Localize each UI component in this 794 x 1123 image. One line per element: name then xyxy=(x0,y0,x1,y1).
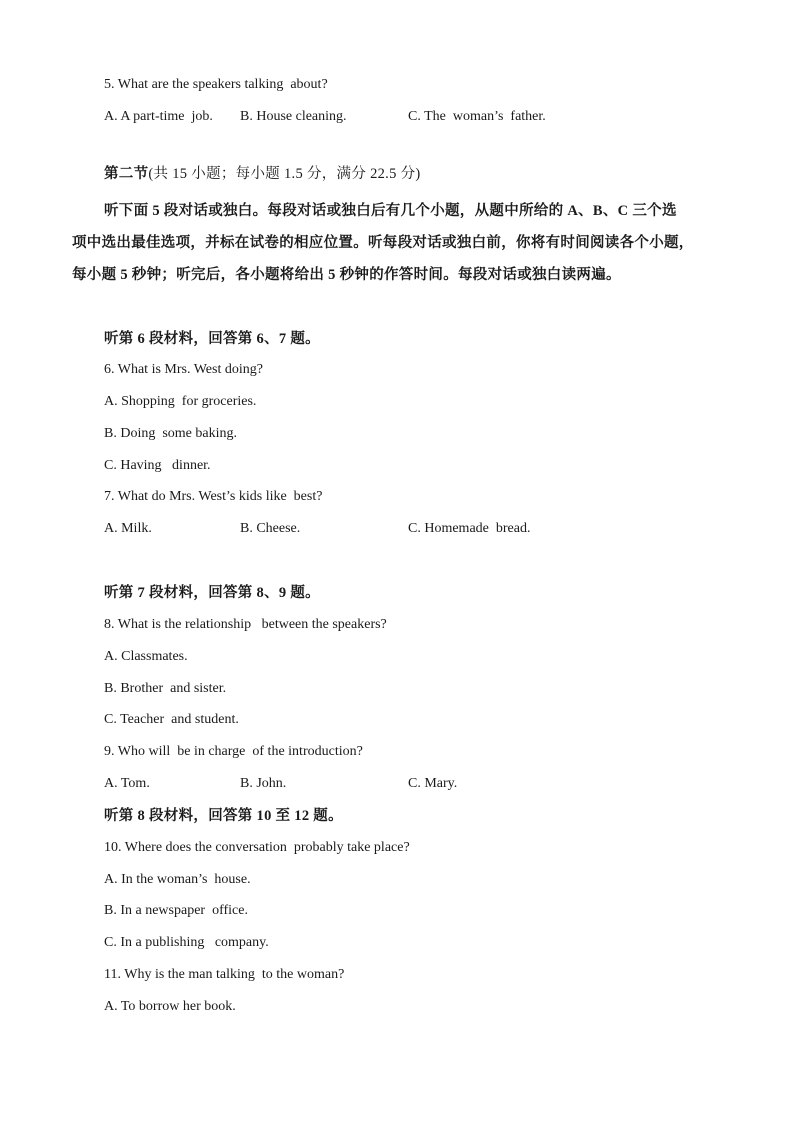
question-9-option-c: C. Mary. xyxy=(408,776,458,791)
question-7-option-b: B. Cheese. xyxy=(240,521,301,536)
question-6-option-c: C. Having dinner. xyxy=(104,458,211,473)
section-2-title-prefix: 第二节 xyxy=(104,166,149,182)
question-10-stem: 10. Where does the conversation probably take place? xyxy=(104,840,410,855)
group-8-heading: 听第 8 段材料，回答第 10 至 12 题。 xyxy=(104,808,343,824)
question-5-option-a: A. A part-time job. xyxy=(104,109,213,124)
question-8-option-b: B. Brother and sister. xyxy=(104,681,227,696)
question-7-stem: 7. What do Mrs. West’s kids like best? xyxy=(104,489,323,504)
question-8-option-c: C. Teacher and student. xyxy=(104,712,239,727)
section-2-title-rest: (共 15 小题；每小题 1.5 分，满分 22.5 分) xyxy=(148,166,421,182)
question-6-option-a: A. Shopping for groceries. xyxy=(104,394,257,409)
section-2-instruction-line-1: 听下面 5 段对话或独白。每段对话或独白后有几个小题，从题中所给的 A、B、C 三个选 xyxy=(104,203,677,219)
question-5-stem: 5. What are the speakers talking about? xyxy=(104,77,328,92)
question-10-option-a: A. In the woman’s house. xyxy=(104,872,251,887)
question-6-option-b: B. Doing some baking. xyxy=(104,426,237,441)
question-5-option-b: B. House cleaning. xyxy=(240,109,347,124)
section-2-instruction-line-3: 每小题 5 秒钟；听完后，各小题将给出 5 秒钟的作答时间。每段对话或独白读两遍。 xyxy=(72,267,621,283)
question-8-stem: 8. What is the relationship between the speakers? xyxy=(104,617,387,632)
section-2-title xyxy=(104,164,421,184)
question-10-option-b: B. In a newspaper office. xyxy=(104,903,248,918)
question-5-option-c: C. The woman’s father. xyxy=(408,109,546,124)
question-6-stem: 6. What is Mrs. West doing? xyxy=(104,362,263,377)
question-11-option-a: A. To borrow her book. xyxy=(104,999,236,1014)
question-11-stem: 11. Why is the man talking to the woman? xyxy=(104,967,345,982)
question-7-option-a: A. Milk. xyxy=(104,521,152,536)
question-9-option-a: A. Tom. xyxy=(104,776,150,791)
question-10-option-c: C. In a publishing company. xyxy=(104,935,269,950)
question-9-option-b: B. John. xyxy=(240,776,287,791)
question-9-stem: 9. Who will be in charge of the introduction? xyxy=(104,744,363,759)
group-7-heading: 听第 7 段材料，回答第 8、9 题。 xyxy=(104,585,320,601)
question-8-option-a: A. Classmates. xyxy=(104,649,188,664)
section-2-instruction-line-2: 项中选出最佳选项，并标在试卷的相应位置。听每段对话或独白前，你将有时间阅读各个小题， xyxy=(72,235,694,251)
group-6-heading: 听第 6 段材料，回答第 6、7 题。 xyxy=(104,331,320,347)
question-7-option-c: C. Homemade bread. xyxy=(408,521,531,536)
